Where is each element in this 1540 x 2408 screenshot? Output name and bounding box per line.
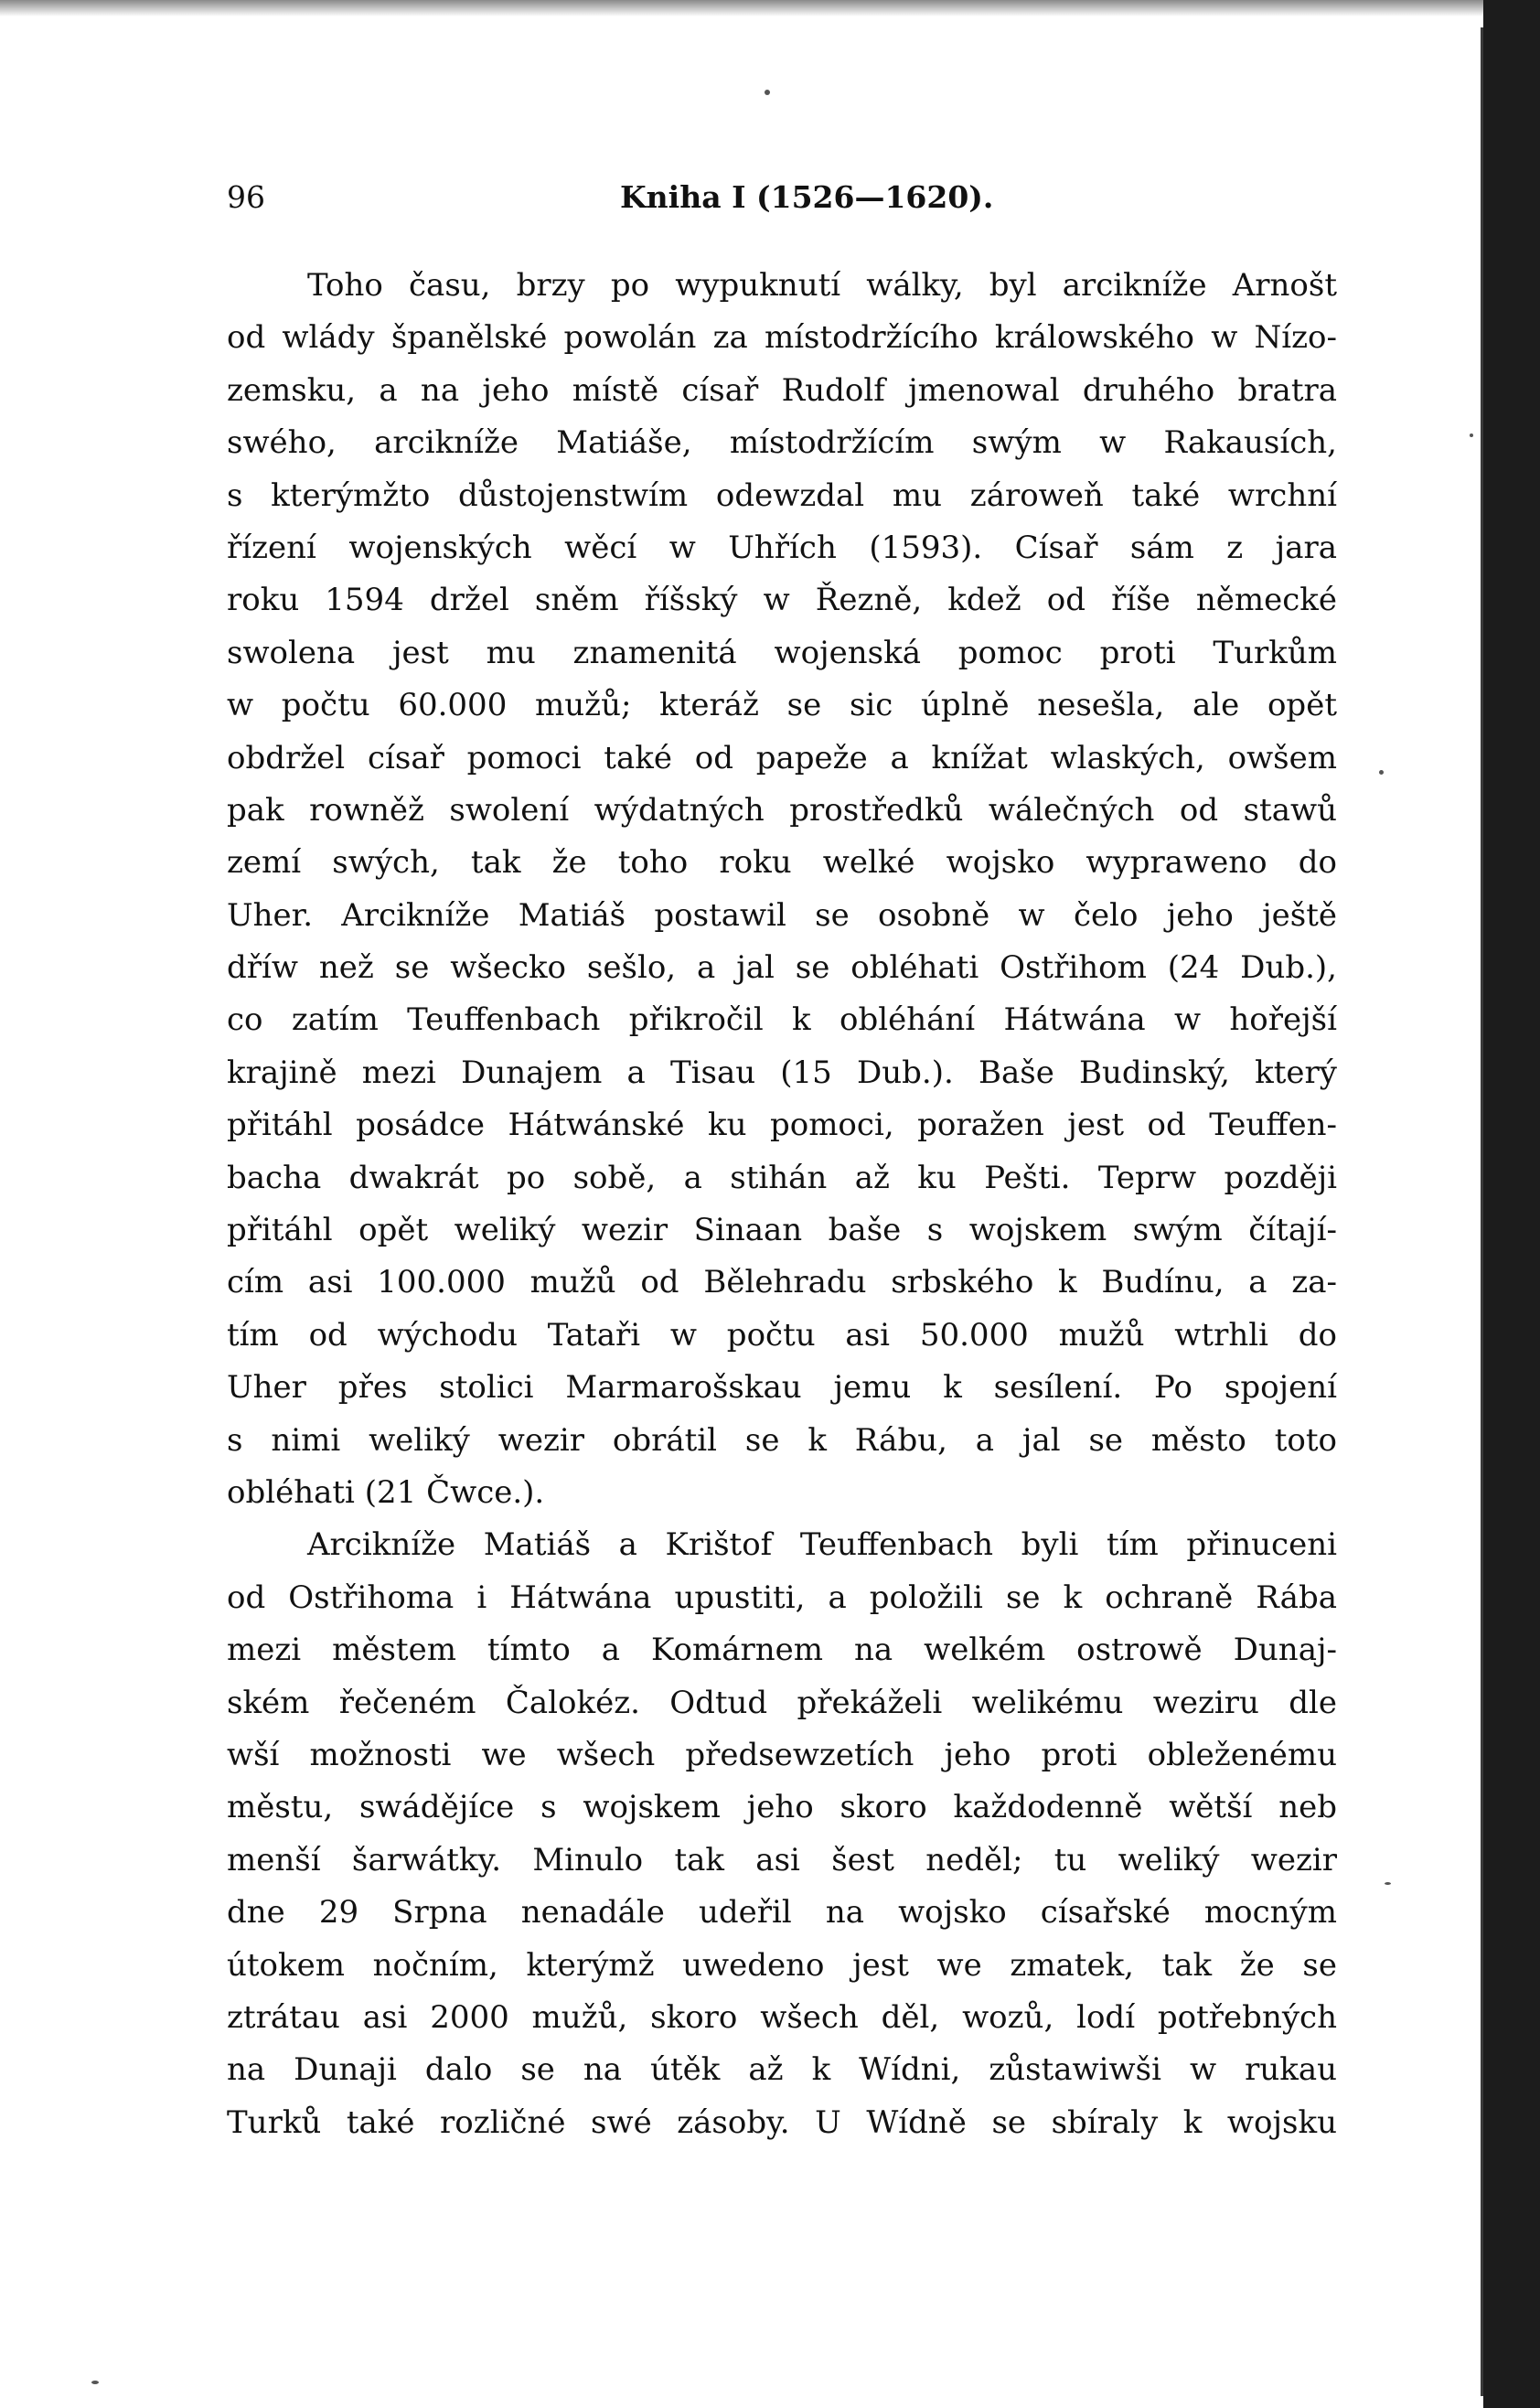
text-line: řízení wojenských wěcí w Uhřích (1593). Císař sám z jara [227,529,1337,566]
text-line: Uher. Arcikníže Matiáš postawil se osobně w čelo jeho ještě [227,896,1337,934]
text-line: útokem nočním, kterýmž uwedeno jest we zmatek, tak že se [227,1946,1337,1984]
text-line: swého, arcikníže Matiáše, místodržícím swým w Rakausích, [227,424,1337,462]
text-line: od wlády španělské powolán za místodržícího králowského w Nízo- [227,319,1337,357]
text-line: Turků také rozličné swé zásoby. U Wídně se sbíraly k wojsku [227,2103,1337,2141]
text-line: co zatím Teuffenbach přikročil k obléhání Hátwána w hořejší [227,1001,1337,1039]
text-line: Toho času, brzy po wypuknutí wálky, byl arcikníže Arnošt [307,267,1337,304]
scan-speck [1379,770,1384,775]
text-line: wší možnosti we wšech předsewzetích jeho proti obleženému [227,1736,1337,1773]
scan-shadow [0,0,1483,16]
text-line: Arcikníže Matiáš a Krištof Teuffenbach byli tím přinuceni [307,1526,1337,1564]
text-line: cím asi 100.000 mužů od Bělehradu srbského k Budínu, a za- [227,1264,1337,1301]
text-line: roku 1594 držel sněm říšský w Řezně, kdež od říše německé [227,582,1337,619]
text-line: od Ostřihoma i Hátwána upustiti, a položili se k ochraně Rába [227,1579,1337,1616]
text-line: ztrátau asi 2000 mužů, skoro wšech děl, wozů, lodí potřebných [227,1998,1337,2036]
scan-speck [91,2381,99,2384]
text-line: na Dunaji dalo se na útěk až k Wídni, zůstawiwši w rukau [227,2051,1337,2089]
page-number: 96 [227,179,265,215]
text-line: přitáhl opět weliký wezir Sinaan baše s wojskem swým čítají- [227,1212,1337,1249]
body-text [227,260,1337,2149]
text-line: městu, swádějíce s wojskem jeho skoro každodenně wětší neb [227,1789,1337,1826]
text-line: dne 29 Srpna nenadále udeřil na wojsko císařské mocným [227,1894,1337,1932]
scan-border [1483,0,1540,2408]
text-line: obdržel císař pomoci také od papeže a knížat wlaských, owšem [227,739,1337,776]
text-line: s nimi weliký wezir obrátil se k Rábu, a jal se město toto [227,1421,1337,1459]
text-line: swolena jest mu znamenitá wojenská pomoc proti Turkům [227,634,1337,671]
text-line: Uher přes stolici Marmarošskau jemu k sesílení. Po spojení [227,1369,1337,1407]
text-line: mezi městem tímto a Komárnem na welkém ostrowě Dunaj- [227,1632,1337,1669]
text-line: obléhati (21 Čwce.). [227,1473,545,1511]
text-line: menší šarwátky. Minulo tak asi šest neděl; tu weliký wezir [227,1841,1337,1878]
paragraph-2 [227,1519,1337,2149]
text-line: w počtu 60.000 mužů; kteráž se sic úplně nesešla, ale opět [227,687,1337,724]
scan-speck [765,90,770,95]
text-line: pak rowněž swolení wýdatných prostředků wálečných od stawů [227,791,1337,829]
header-title: Kniha I (1526—1620). [620,179,994,215]
scan-speck [1385,1882,1391,1885]
paragraph-1 [227,260,1337,1519]
text-line: tím od wýchodu Tataři w počtu asi 50.000 mužů wtrhli do [227,1316,1337,1354]
text-line: zemsku, a na jeho místě císař Rudolf jmenowal druhého bratra [227,371,1337,409]
text-line: bacha dwakrát po sobě, a stihán až ku Pešti. Teprw později [227,1159,1337,1196]
text-line: ském řečeném Čalokéz. Odtud překáželi welikému weziru dle [227,1684,1337,1721]
text-line: krajině mezi Dunajem a Tisau (15 Dub.). Baše Budinský, který [227,1054,1337,1091]
text-line: s kterýmžto důstojenstwím odewzdal mu zároweň také wrchní [227,476,1337,514]
running-head [227,179,1342,225]
text-line: dříw než se wšecko sešlo, a jal se obléhati Ostřihom (24 Dub.), [227,949,1337,987]
scan-speck [1470,433,1473,437]
text-line: zemí swých, tak že toho roku welké wojsko wypraweno do [227,844,1337,882]
text-line: přitáhl posádce Hátwánské ku pomoci, poražen jest od Teuffen- [227,1107,1337,1144]
